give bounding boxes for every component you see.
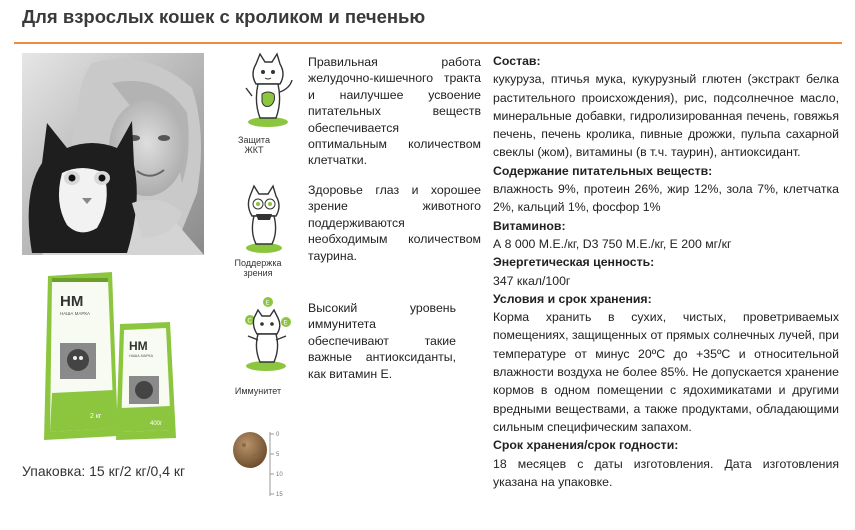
scale-tick-5: 5 bbox=[276, 452, 280, 458]
cat-vision-icon bbox=[234, 184, 304, 261]
kibble-piece bbox=[233, 432, 267, 468]
composition-text: кукуруза, птичья мука, кукурузный глютен (экстракт белка растительного происхождения), рис, подсолнечное масло, минеральные добавки, гидролизированная печень, говяжья печень, печень кролика, пивные дрожжи, пульпа сахарной свеклы (жом), витамины (в т.ч. таурин), антиоксидант. bbox=[493, 72, 839, 160]
feature-caption-vision: Поддержка зрения bbox=[234, 258, 282, 278]
brand-sub-small: НАША МАРКА bbox=[129, 354, 153, 358]
cat-digestion-icon bbox=[232, 52, 302, 137]
small-bag-weight: 400г bbox=[150, 421, 163, 427]
storage-heading: Условия и срок хранения: bbox=[493, 291, 652, 306]
title-divider bbox=[14, 42, 842, 44]
nutrients-text: влажность 9%, протеин 26%, жир 12%, зола 7%, клетчатка 2%, кальций 1%, фосфор 1% bbox=[493, 182, 839, 215]
feature-caption-immunity: Иммунитет bbox=[234, 386, 282, 396]
vitamins-text: А 8 000 М.Е./кг, D3 750 М.Е./кг, Е 200 мг/кг bbox=[493, 236, 732, 251]
vitamins-heading: Витаминов: bbox=[493, 218, 566, 233]
composition-heading: Состав: bbox=[493, 54, 541, 68]
feature-text-digestion: Правильная работа желудочно-кишечного тракта и наилучшее усвоение питательных веществ обеспечивается оптимальным количеством клетчатки. bbox=[308, 55, 481, 168]
svg-text:E: E bbox=[265, 300, 270, 307]
scale-tick-15: 15 bbox=[276, 492, 283, 498]
brand-logo-large: HM bbox=[60, 293, 84, 310]
feature-caption-digestion: Защита ЖКТ bbox=[238, 135, 270, 155]
svg-text:C: C bbox=[247, 318, 252, 325]
svg-text:E: E bbox=[283, 320, 288, 327]
cat-immunity-icon bbox=[232, 296, 302, 379]
feature-text-immunity: Высокий уровень иммунитета обеспечивают такие важные антиоксиданты, как витамин E. bbox=[308, 301, 456, 381]
scale-tick-10: 10 bbox=[276, 472, 283, 478]
kibble-size-scale bbox=[228, 428, 290, 500]
scale-tick-0: 0 bbox=[276, 432, 280, 438]
large-bag-weight: 2 кг bbox=[90, 413, 102, 420]
shelf-life-text: 18 месяцев с даты изготовления. Дата изготовления указана на упаковке. bbox=[493, 456, 839, 489]
product-details bbox=[493, 52, 839, 491]
energy-heading: Энергетическая ценность: bbox=[493, 255, 655, 270]
packaging-info: Упаковка: 15 кг/2 кг/0,4 кг bbox=[22, 463, 186, 479]
storage-text: Корма хранить в сухих, чистых, проветриваемых помещениях, защищенных от прямых солнечных лучей, при температуре от минус 20ºС до +35ºС и относительной влажности воздуха не более 85%. Не допускается хранение кормов в одном помещении с ядохимикатами и другими вредными веществами, а также продуктами, обладающими сильным специфическим запахом. bbox=[493, 310, 839, 434]
brand-sub-large: НАША МАРКА bbox=[60, 311, 91, 316]
brand-logo-small: HM bbox=[129, 339, 148, 353]
nutrients-heading: Содержание питательных веществ: bbox=[493, 163, 713, 178]
energy-text: 347 ккал/100г bbox=[493, 273, 571, 288]
feature-text-vision: Здоровье глаз и хорошее зрение животного поддерживаются необходимым количеством таурина. bbox=[308, 183, 481, 263]
product-packages bbox=[30, 268, 205, 448]
shelf-life-heading: Срок хранения/срок годности: bbox=[493, 438, 679, 453]
page-title: Для взрослых кошек с кроликом и печенью bbox=[22, 6, 426, 27]
girl-with-cat-photo bbox=[22, 53, 204, 255]
